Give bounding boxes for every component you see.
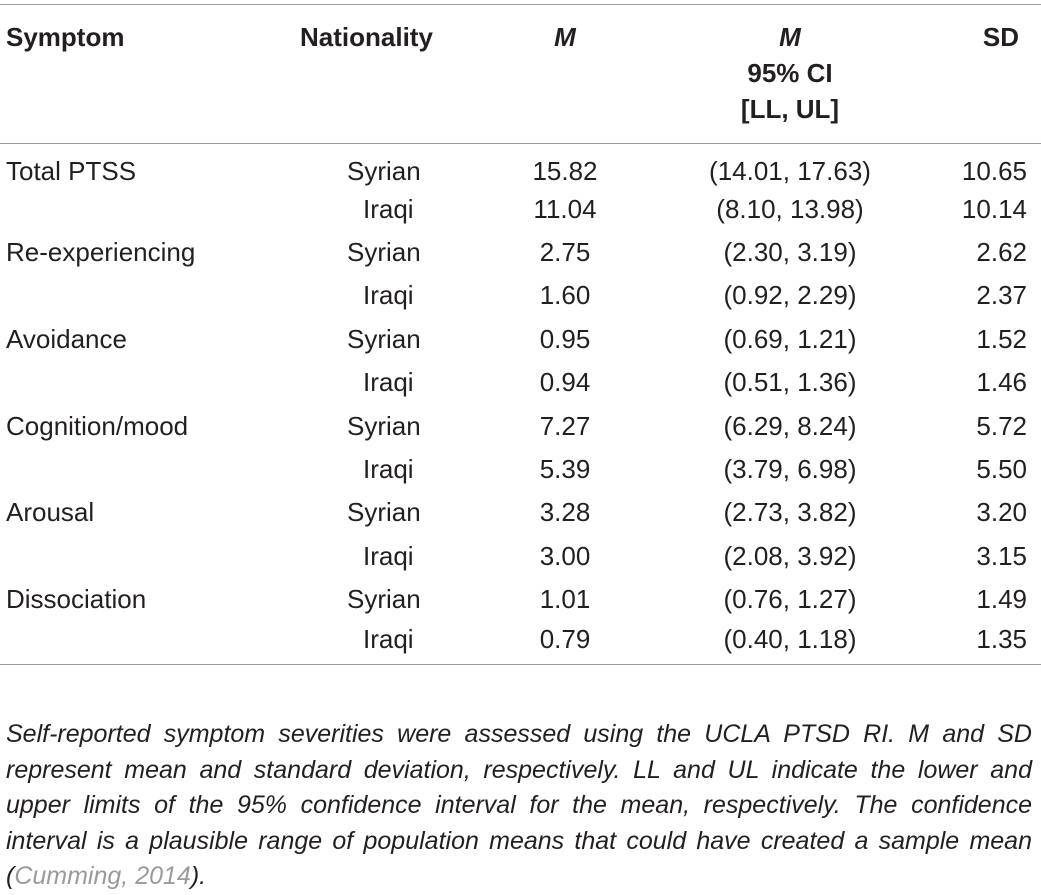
cell-mean: 0.95 <box>539 323 591 354</box>
cell-nationality: Iraqi <box>363 193 414 224</box>
cell-symptom: Re-experiencing <box>6 236 196 267</box>
cell-confidence-interval: (2.73, 3.82) <box>723 497 857 528</box>
cell-symptom: Cognition/mood <box>6 410 189 441</box>
cell-mean: 0.94 <box>539 367 591 398</box>
header-ci-mid: 95% CI <box>747 58 833 88</box>
cell-sd: 3.15 <box>976 540 1027 571</box>
cell-sd: 10.65 <box>961 156 1027 187</box>
cell-symptom <box>0 621 280 664</box>
footnote-end: ). <box>190 862 207 890</box>
cell-sd: 1.52 <box>976 323 1027 354</box>
cell-confidence-interval: (0.76, 1.27) <box>723 584 857 615</box>
table-body <box>0 144 1041 665</box>
table-row <box>0 404 1041 447</box>
cell-sd: 3.20 <box>976 497 1027 528</box>
cell-mean: 2.75 <box>539 236 591 267</box>
cell-symptom: Avoidance <box>6 323 127 354</box>
cell-sd: 1.46 <box>976 367 1027 398</box>
table-row <box>0 534 1041 577</box>
cell-mean: 7.27 <box>539 410 591 441</box>
table-row <box>0 491 1041 534</box>
cell-nationality: Iraqi <box>363 453 414 484</box>
cell-nationality: Iraqi <box>363 367 414 398</box>
cell-mean: 15.82 <box>532 156 598 187</box>
table-footnote <box>6 717 1032 895</box>
cell-confidence-interval: (8.10, 13.98) <box>716 193 864 224</box>
cell-mean: 1.60 <box>539 280 591 311</box>
cell-confidence-interval: (0.92, 2.29) <box>723 280 857 311</box>
table-row <box>0 144 1041 187</box>
cell-symptom: Total PTSS <box>6 156 137 187</box>
cell-sd: 5.50 <box>976 453 1027 484</box>
header-ci <box>665 5 915 144</box>
cell-symptom <box>0 274 280 317</box>
header-nationality: Nationality <box>300 22 433 52</box>
header-ci-top: M <box>779 22 801 52</box>
cell-confidence-interval: (0.40, 1.18) <box>723 624 857 655</box>
cell-nationality: Syrian <box>347 323 421 354</box>
table-row <box>0 187 1041 230</box>
header-ci-bottom: [LL, UL] <box>740 94 840 124</box>
table-row <box>0 274 1041 317</box>
cell-sd: 1.49 <box>976 584 1027 615</box>
cell-symptom <box>0 187 280 230</box>
cell-confidence-interval: (0.69, 1.21) <box>723 323 857 354</box>
cell-nationality: Syrian <box>347 236 421 267</box>
header-symptom: Symptom <box>6 22 125 52</box>
cell-nationality: Iraqi <box>363 540 414 571</box>
cell-mean: 11.04 <box>533 193 597 224</box>
cell-nationality: Syrian <box>347 584 421 615</box>
header-sd: SD <box>982 22 1019 52</box>
header-row <box>0 5 1041 144</box>
cell-sd: 1.35 <box>976 624 1027 655</box>
table-header <box>0 5 1041 144</box>
table-row <box>0 317 1041 360</box>
cell-sd: 10.14 <box>961 193 1027 224</box>
table-row <box>0 577 1041 620</box>
table-row <box>0 230 1041 273</box>
cell-symptom <box>0 534 280 577</box>
cell-confidence-interval: (2.08, 3.92) <box>723 540 857 571</box>
symptom-severity-table <box>0 4 1041 665</box>
cell-mean: 1.01 <box>539 584 591 615</box>
cell-confidence-interval: (0.51, 1.36) <box>723 367 857 398</box>
cell-confidence-interval: (6.29, 8.24) <box>723 410 857 441</box>
footnote-text: Self-reported symptom severities were assessed using the UCLA PTSD RI. M and SD represent mean and standard deviation, respectively. LL and UL indicate the lower and upper limits of the 95% confidence interval for the mean, respectively. The confidence interval is a plausible range of population means that could have created a sample mean ( <box>6 720 1032 890</box>
cell-sd: 5.72 <box>976 410 1027 441</box>
cell-nationality: Iraqi <box>363 624 414 655</box>
cell-nationality: Iraqi <box>363 280 414 311</box>
cell-symptom <box>0 447 280 490</box>
table-row <box>0 360 1041 403</box>
cell-mean: 5.39 <box>539 453 591 484</box>
cell-symptom <box>0 360 280 403</box>
header-mean <box>465 5 665 144</box>
cell-nationality: Syrian <box>347 410 421 441</box>
cell-mean: 0.79 <box>539 624 591 655</box>
table-row <box>0 621 1041 664</box>
table-row <box>0 447 1041 490</box>
cell-confidence-interval: (14.01, 17.63) <box>709 156 871 187</box>
cell-nationality: Syrian <box>347 497 421 528</box>
header-mean-label: M <box>554 22 576 52</box>
footnote-reference-link[interactable]: Cumming, 2014 <box>14 862 191 890</box>
cell-confidence-interval: (3.79, 6.98) <box>723 453 857 484</box>
cell-sd: 2.37 <box>976 280 1027 311</box>
cell-nationality: Syrian <box>347 156 421 187</box>
cell-mean: 3.28 <box>539 497 591 528</box>
cell-confidence-interval: (2.30, 3.19) <box>723 236 857 267</box>
cell-symptom: Arousal <box>6 497 95 528</box>
cell-symptom: Dissociation <box>6 584 147 615</box>
cell-sd: 2.62 <box>976 236 1027 267</box>
cell-mean: 3.00 <box>539 540 591 571</box>
